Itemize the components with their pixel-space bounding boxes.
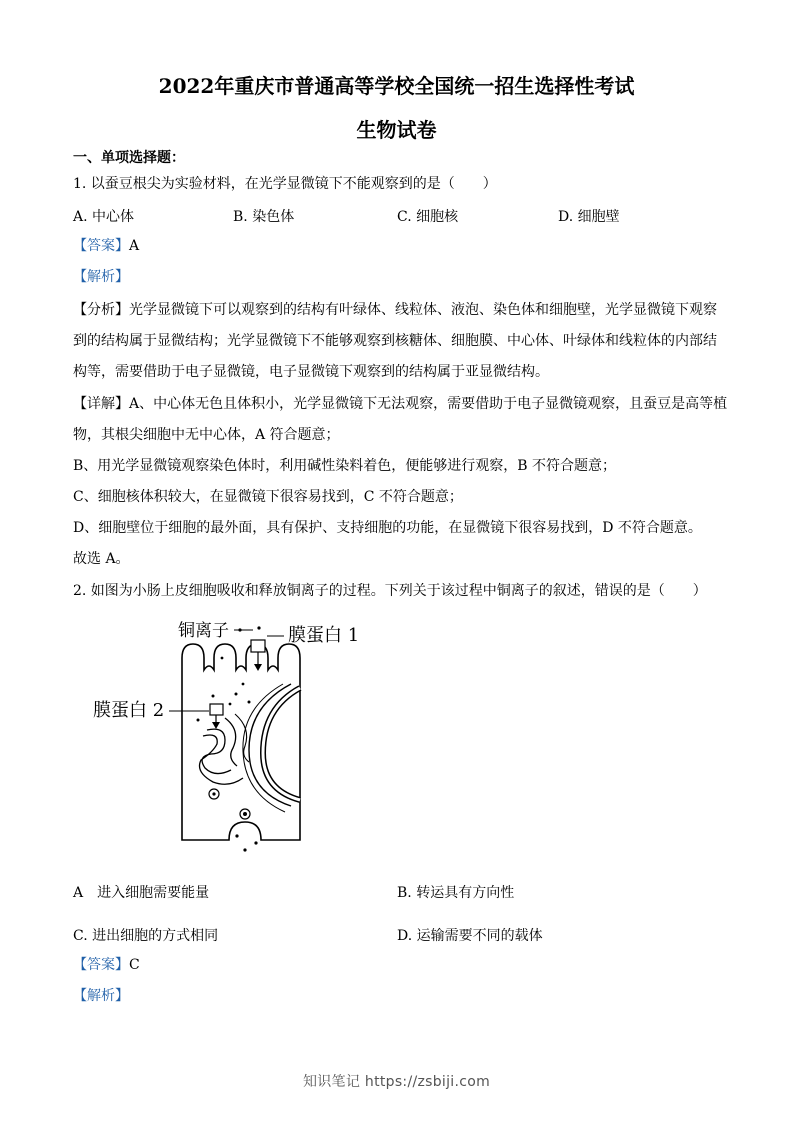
copper-ion-label: 铜离子	[178, 621, 229, 641]
q1-option-a: A. 中心体	[73, 209, 135, 225]
membrane-protein-2	[210, 704, 223, 715]
q1-detail-line: 故选 A。	[73, 551, 130, 567]
q1-detail-line: B、用光学显微镜观察染色体时，利用碱性染料着色，便能够进行观察，B 不符合题意；	[73, 458, 617, 474]
section-heading: 一、单项选择题：	[73, 150, 185, 166]
q2-option-b: B. 转运具有方向性	[397, 885, 515, 901]
copper-ion	[248, 701, 251, 704]
copper-ion	[221, 657, 224, 660]
q2-stem: 2. 如图为小肠上皮细胞吸收和释放铜离子的过程。下列关于该过程中铜离子的叙述，错误的是（ ）	[73, 583, 707, 599]
protein2-arrowhead	[212, 722, 220, 729]
q2-answer-value: C	[129, 957, 140, 973]
q2-option-a: A 进入细胞需要能量	[73, 885, 210, 901]
membrane-protein-1	[251, 640, 265, 652]
copper-ion	[257, 626, 260, 629]
q1-option-d: D. 细胞壁	[558, 209, 620, 225]
q2-option-c: C. 进出细胞的方式相同	[73, 928, 219, 944]
copper-ion	[229, 703, 232, 706]
q1-analysis-tag: 【解析】	[73, 269, 129, 285]
copper-ion	[238, 628, 241, 631]
q2-option-d: D. 运输需要不同的载体	[397, 928, 543, 944]
membrane-protein-2-label: 膜蛋白 2	[93, 700, 165, 721]
nucleus-envelope	[263, 688, 300, 800]
q1-stem: 1. 以蚕豆根尖为实验材料，在光学显微镜下不能观察到的是（ ）	[73, 176, 497, 192]
copper-ion	[235, 693, 238, 696]
q1-detail-line: 物，其根尖细胞中无中心体，A 符合题意；	[73, 427, 340, 443]
q1-option-c: C. 细胞核	[397, 209, 459, 225]
copper-ion	[212, 695, 215, 698]
q1-answer	[73, 236, 139, 256]
q1-detail-line: D、细胞壁位于细胞的最外面，具有保护、支持细胞的功能，在显微镜下很容易找到，D 不符合题意。	[73, 520, 702, 536]
q1-fenxi-line: 到的结构属于显微结构；光学显微镜下不能够观察到核糖体、细胞膜、中心体、叶绿体和线粒体的内部结	[73, 333, 717, 349]
q2-analysis-tag: 【解析】	[73, 988, 129, 1004]
footer-watermark: 知识笔记 https://zsbiji.com	[302, 1074, 491, 1090]
copper-ion	[242, 683, 245, 686]
copper-ion	[254, 841, 257, 844]
q2-answer	[73, 955, 140, 975]
copper-ion	[243, 848, 246, 851]
exam-subtitle: 生物试卷	[356, 118, 437, 142]
q2-answer-tag: 【答案】	[73, 957, 129, 973]
copper-ion	[197, 719, 200, 722]
membrane-protein-1-label: 膜蛋白 1	[288, 625, 360, 646]
q1-detail-line: C、细胞核体积较大，在显微镜下很容易找到，C 不符合题意；	[73, 489, 463, 505]
q1-option-b: B. 染色体	[233, 209, 295, 225]
copper-ion	[235, 834, 238, 837]
protein1-arrowhead	[254, 664, 262, 671]
q1-fenxi-line: 构等，需要借助于电子显微镜，电子显微镜下观察到的结构属于亚显微结构。	[73, 364, 549, 380]
cell-diagram	[85, 618, 385, 863]
q1-detail-line: 【详解】A、中心体无色且体积小，光学显微镜下无法观察，需要借助于电子显微镜观察，且蚕豆是高等植	[73, 396, 728, 412]
q1-answer-value: A	[129, 238, 140, 254]
exam-title: 2022年重庆市普通高等学校全国统一招生选择性考试	[158, 74, 635, 98]
q1-fenxi-line: 【分析】光学显微镜下可以观察到的结构有叶绿体、线粒体、液泡、染色体和细胞壁，光学显微镜下观察	[73, 302, 717, 318]
q1-answer-tag: 【答案】	[73, 238, 129, 254]
